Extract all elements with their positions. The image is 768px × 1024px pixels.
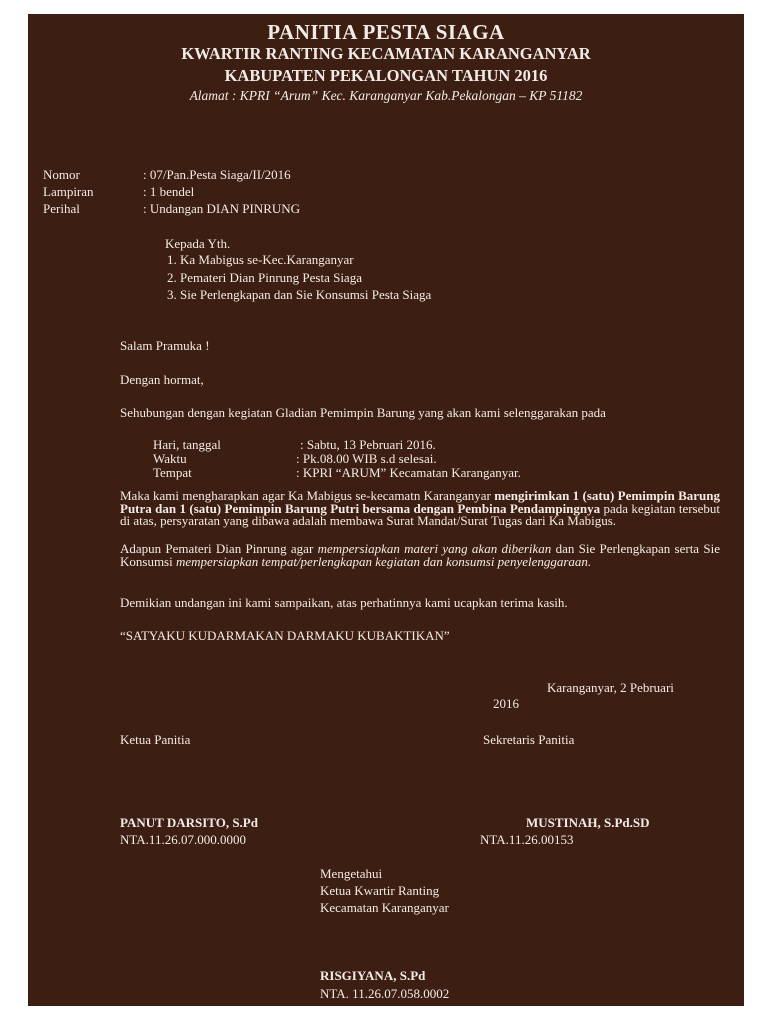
left-signer-role: Ketua Panitia [120,732,191,747]
body-paragraph-1 [120,490,720,528]
nomor-value: : 07/Pan.Pesta Siaga/II/2016 [143,167,291,182]
perihal-label: Perihal [43,201,80,216]
letter-page [28,14,744,1006]
recipient-item: 1. Ka Mabigus se-Kec.Karanganyar [167,252,354,267]
letter-subtitle-organization: KWARTIR RANTING KECAMATAN KARANGANYAR [181,44,591,63]
kwartir-district: Kecamatan Karanganyar [320,900,449,915]
left-signer-nta: NTA.11.26.07.000.0000 [120,832,246,847]
body-text-italic: mempersiapkan tempat/perlengkapan kegiatan dan konsumsi penyelenggaraan. [175,553,592,569]
lampiran-value: : 1 bendel [143,184,195,199]
letter-address: Alamat : KPRI “Arum” Kec. Karanganyar Kab.Pekalongan – KP 51182 [189,88,583,103]
recipient-item: 2. Pemateri Dian Pinrung Pesta Siaga [167,270,362,285]
lampiran-label: Lampiran [43,184,94,199]
hari-label: Hari, tanggal [153,437,221,452]
intro-sentence: Sehubungan dengan kegiatan Gladian Pemimpin Barung yang akan kami selenggarakan pada [120,405,606,420]
hari-value: : Sabtu, 13 Pebruari 2016. [300,437,436,452]
nomor-label: Nomor [43,167,80,182]
right-signer-name: MUSTINAH, S.Pd.SD [526,815,650,830]
right-signer-nta: NTA.11.26.00153 [480,832,574,847]
body-paragraph-2 [120,543,720,568]
acknowledged-label: Mengetahui [320,866,383,881]
left-signer-name: PANUT DARSITO, S.Pd [120,815,258,830]
body-text: pada kegiatan tersebut di atas, persyaratan yang dibawa adalah membawa Surat Mandat/Surat Tugas dari Ka Mabigus. [120,500,720,528]
closing-sentence: Demikian undangan ini kami sampaikan, atas perhatinnya kami ucapkan terima kasih. [120,595,568,610]
motto: “SATYAKU KUDARMAKAN DARMAKU KUBAKTIKAN” [120,628,450,643]
tempat-label: Tempat [153,465,192,480]
body-text: dan Sie Perlengkapan serta Sie Konsumsi [120,541,720,569]
body-text: Adapun Pemateri Dian Pinrung agar [120,541,318,556]
kwartir-head-role: Ketua Kwartir Ranting [320,883,440,898]
greeting: Salam Pramuka ! [120,338,210,353]
body-text: Maka kami mengharapkan agar Ka Mabigus se-kecamatn Karanganyar [120,488,495,503]
letter-date: Karanganyar, 2 Pebruari [547,680,674,695]
recipient-item: 3. Sie Perlengkapan dan Sie Konsumsi Pesta Siaga [167,287,432,302]
body-text-emphasis: mengirimkan 1 (satu) Pemimpin Barung Putra dan 1 (satu) Pemimpin Barung Putri bersama dengan Pembina Pendampingnya [120,488,721,516]
recipients-intro: Kepada Yth. [165,236,231,251]
letter-title: PANITIA PESTA SIAGA [267,20,505,44]
right-signer-role: Sekretaris Panitia [483,732,575,747]
kwartir-head-nta: NTA. 11.26.07.058.0002 [320,986,450,1001]
waktu-value: : Pk.08.00 WIB s.d selesai. [296,451,437,466]
kwartir-head-name: RISGIYANA, S.Pd [320,968,426,983]
waktu-label: Waktu [153,451,187,466]
tempat-value: : KPRI “ARUM” Kecamatan Karanganyar. [296,465,521,480]
letter-date-year: 2016 [493,696,519,711]
body-text-italic: mempersiapkan materi yang akan diberikan [317,541,552,556]
letter-subtitle-regency: KABUPATEN PEKALONGAN TAHUN 2016 [224,66,548,85]
opening: Dengan hormat, [120,372,204,387]
perihal-value: : Undangan DIAN PINRUNG [143,201,301,216]
